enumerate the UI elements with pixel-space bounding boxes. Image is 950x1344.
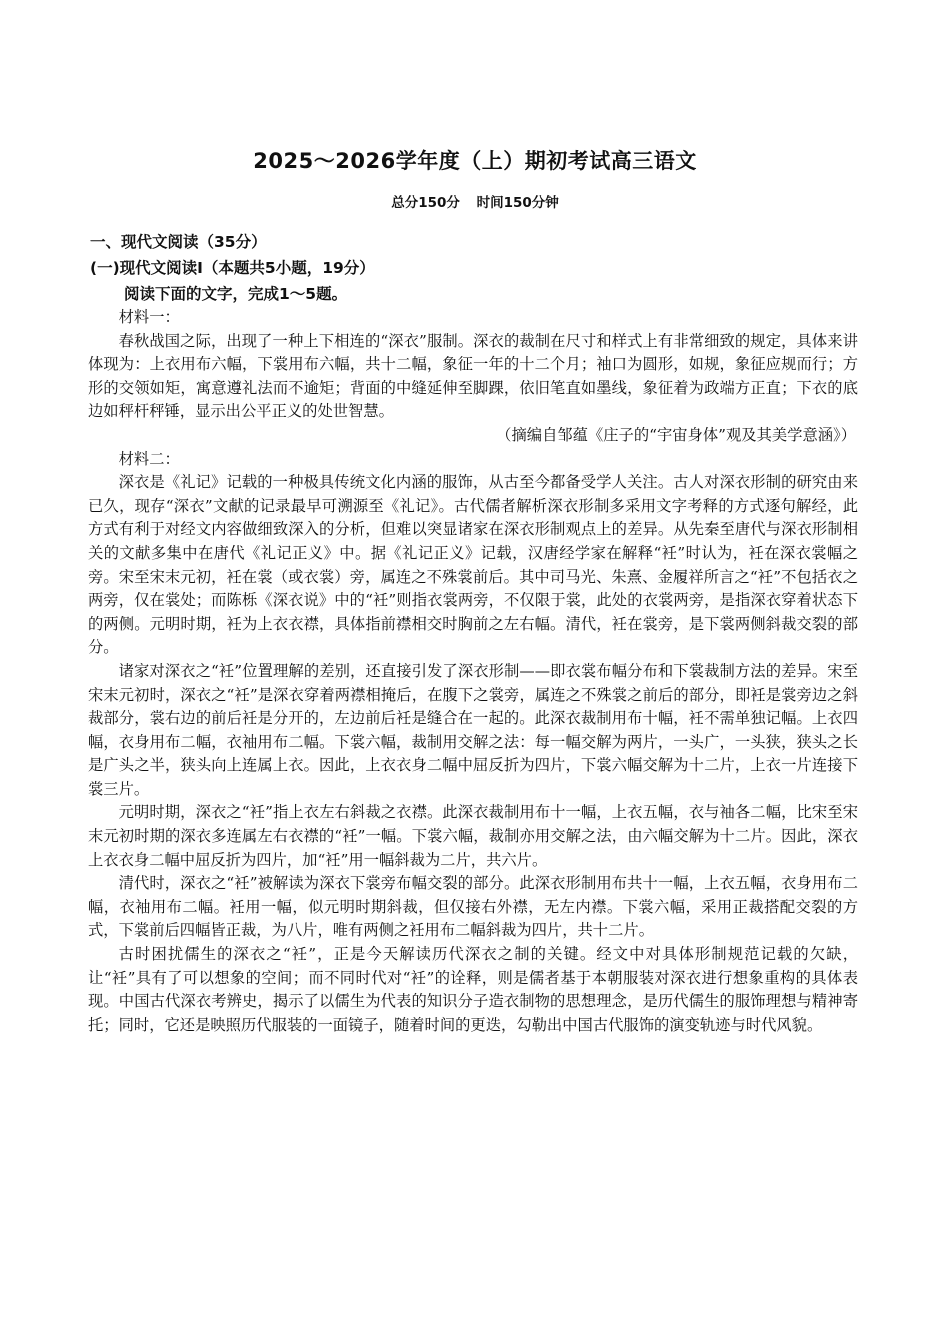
- total-score: 总分150分: [391, 195, 460, 211]
- material2-paragraph-3: 元明时期，深衣之“衽”指上衣左右斜裁之衣襟。此深衣裁制用布十一幅，上衣五幅，衣与袖各二幅，比宋至宋末元初时期的深衣多连属左右衣襟的“衽”一幅。下裳六幅，裁制亦用交解之法，由六幅交解为十二片。因此，深衣上衣衣身二幅中屈反折为四片，加“衽”用一幅斜裁为二片，共六片。: [88, 803, 858, 869]
- material1-paragraph: 春秋战国之际，出现了一种上下相连的“深衣”服制。深衣的裁制在尺寸和样式上有非常细致的规定，具体来讲体现为：上衣用布六幅，下裳用布六幅，共十二幅，象征一年的十二个月；袖口为圆形，如规，象征应规而行；方形的交领如矩，寓意遵礼法而不逾矩；背面的中缝延伸至脚踝，依旧笔直如墨线，象征着为政端方正直；下衣的底边如秤杆秤锤，显示出公平正义的处世智慧。: [88, 331, 858, 421]
- material2-paragraph-4: 清代时，深衣之“衽”被解读为深衣下裳旁布幅交裂的部分。此深衣形制用布共十一幅，上衣五幅，衣身用布二幅，衣袖用布二幅。衽用一幅，似元明时期斜裁，但仅接右外襟，无左内襟。下裳六幅，采用正裁搭配交裂的方式，下裳前后四幅皆正裁，为八片，唯有两侧之衽用布二幅斜裁为四片，共十二片。: [88, 874, 858, 940]
- exam-info: [0, 191, 950, 211]
- page-title: 2025～2026学年度（上）期初考试高三语文: [253, 149, 697, 173]
- reading-instruction: 阅读下面的文字，完成1～5题。: [124, 285, 348, 303]
- material2-paragraph-5: 古时困扰儒生的深衣之“衽”，正是今天解读历代深衣之制的关键。经文中对具体形制规范记载的欠缺，让“衽”具有了可以想象的空间；而不同时代对“衽”的诠释，则是儒者基于本朝服装对深衣进行想象重构的具体表现。中国古代深衣考辨史，揭示了以儒生为代表的知识分子造衣制物的思想理念，是历代儒生的服饰理想与精神寄托；同时，它还是映照历代服装的一面镜子，随着时间的更迭，勾勒出中国古代服饰的演变轨迹与时代风貌。: [88, 945, 858, 1034]
- material2-paragraph-2: 诸家对深衣之“衽”位置理解的差别，还直接引发了深衣形制——即衣裳布幅分布和下裳裁制方法的差异。宋至宋末元初时，深衣之“衽”是深衣穿着两襟相掩后，在腹下之裳旁，属连之不殊裳之前后的部分，即衽是裳旁边之斜裁部分，裳右边的前后衽是分开的，左边前后衽是缝合在一起的。此深衣裁制用布十幅，衽不需单独记幅。上衣四幅，衣身用布二幅，衣袖用布二幅。下裳六幅，裁制用交解之法：每一幅交解为两片，一头广，一头狭，狭头之长是广头之半，狭头向上连属上衣。因此，上衣衣身二幅中屈反折为四片，下裳六幅交解为十二片，上衣一片连接下裳三片。: [88, 661, 858, 798]
- section-heading: 一、现代文阅读（35分）: [90, 233, 267, 251]
- subsection-heading: (一)现代文阅读I（本题共5小题，19分）: [90, 259, 375, 277]
- material2-paragraph-1: 深衣是《礼记》记载的一种极具传统文化内涵的服饰，从古至今都备受学人关注。古人对深衣形制的研究由来已久，现存“深衣”文献的记录最早可溯源至《礼记》。古代儒者解析深衣形制多采用文字考释的方式逐句解经，此方式有利于对经文内容做细致深入的分析，但难以突显诸家在深衣形制观点上的差异。从先秦至唐代与深衣形制相关的文献多集中在唐代《礼记正义》中。据《礼记正义》记载，汉唐经学家在解释“衽”时认为，衽在深衣裳幅之旁。宋至宋末元初，衽在裳（或衣裳）旁，属连之不殊裳前后。其中司马光、朱熹、金履祥所言之“衽”不包括衣之两旁，仅在裳处；而陈栎《深衣说》中的“衽”则指衣裳两旁，不仅限于裳，此处的衣裳两旁，是指深衣穿着状态下的两侧。元明时期，衽为上衣衣襟，具体指前襟相交时胸前之左右幅。清代，衽在裳旁，是下裳两侧斜裁交裂的部分。: [88, 473, 858, 657]
- material1-label: 材料一：: [118, 308, 180, 326]
- exam-time: 时间150分钟: [476, 195, 559, 211]
- material1-source: （摘编自邹蕴《庄子的“宇宙身体”观及其美学意涵》）: [496, 425, 856, 444]
- reading-passage: [88, 306, 858, 1037]
- material2-label: 材料二：: [118, 449, 180, 468]
